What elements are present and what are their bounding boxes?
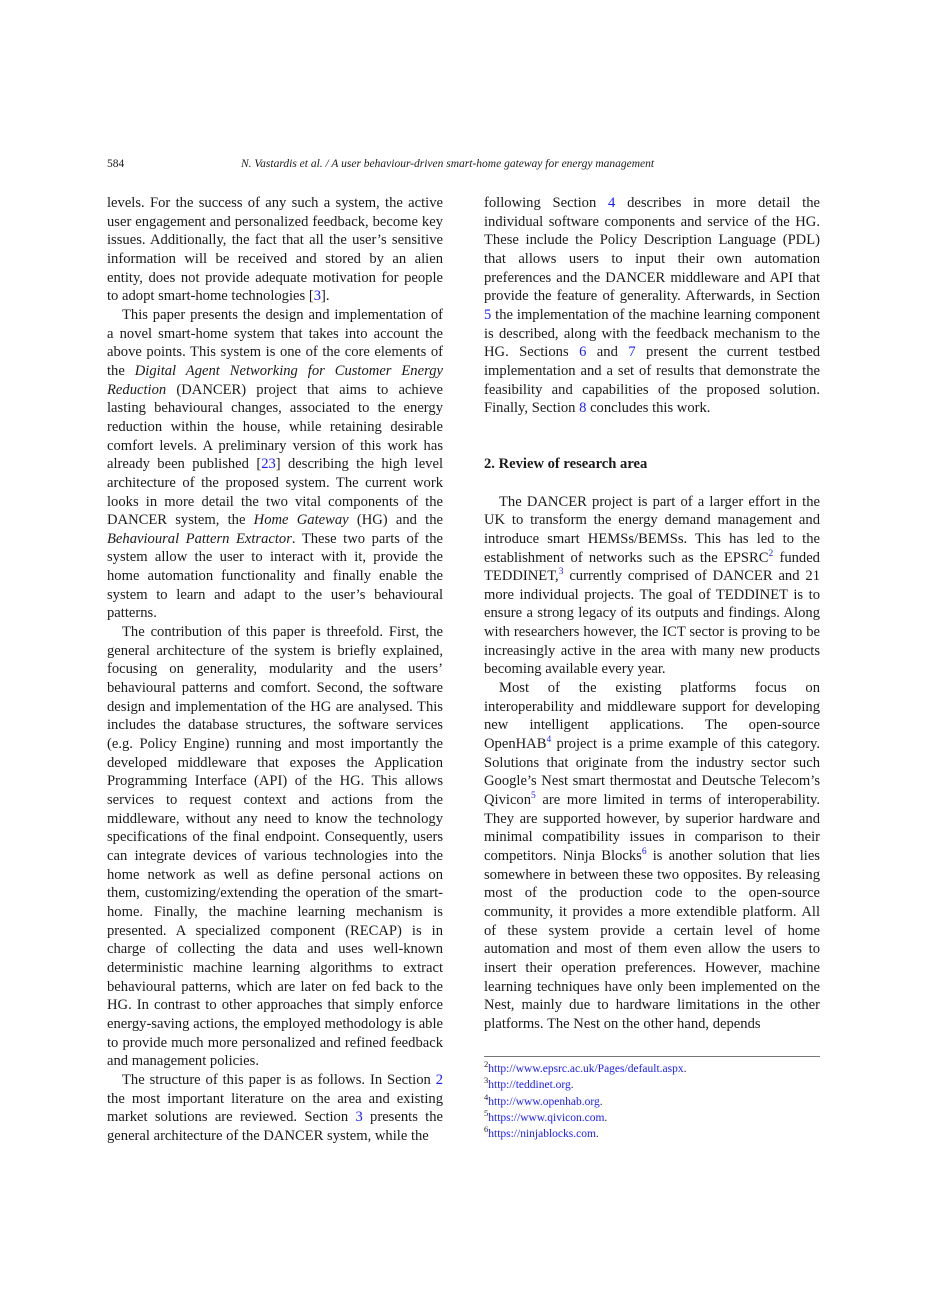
cross-reference-link[interactable]: 23: [261, 456, 276, 473]
cross-reference-link[interactable]: 4: [608, 195, 616, 211]
text-run: the implementation of the machine learning component is described, along with the feedback mechanism to the HG. Sections: [484, 306, 820, 361]
punctuation: .: [599, 1095, 603, 1108]
section-heading: 2. Review of research area: [484, 455, 648, 472]
text-run: presents the general architecture of the DANCER system, while the: [107, 1109, 444, 1144]
punctuation: .: [595, 1128, 599, 1141]
text-run: and: [586, 344, 629, 361]
footnote-url-link[interactable]: http://www.epsrc.ac.uk/Pages/default.aspx: [488, 1063, 684, 1075]
footnote-url-link[interactable]: https://ninjablocks.com: [488, 1128, 596, 1141]
footnotes: [484, 1056, 820, 1142]
paragraph: [107, 1071, 443, 1146]
text-run: Most of the existing platforms focus on interoperability and middleware support for developing new intelligent applications. The open-source OpenHAB: [484, 680, 820, 753]
footnote-number: 2: [484, 1059, 489, 1069]
text-run: The DANCER project is part of a larger effort in the UK to transform the energy demand management and introduce smart HEMSs/BEMSs. This has led to the establishment of networks such as the EPSRC: [484, 493, 820, 566]
text-run: ] describing the high level architecture of the proposed system. The current work looks in more detail the two vital components of the DANCER system, the: [107, 456, 443, 529]
footnote: [484, 1107, 820, 1126]
footnote: [484, 1077, 820, 1093]
footnote: [484, 1126, 820, 1142]
cross-reference-link[interactable]: 3: [313, 288, 321, 305]
text-run: The structure of this paper is as follows. In Section: [122, 1071, 436, 1088]
cross-reference-link[interactable]: 2: [435, 1071, 443, 1088]
italic-term: Home Gateway: [253, 512, 349, 529]
text-run: present the current testbed implementation and a set of results that demonstrate the feasibility and capabilities of the proposed solution. Finally, Section: [484, 344, 820, 417]
punctuation: .: [570, 1079, 574, 1092]
footnote-marker-link[interactable]: 3: [558, 567, 564, 578]
text-run: The contribution of this paper is threefold. First, the general architecture of the system is briefly explained, focusing on generality, modularity and the users’ behavioural patterns and comfort. Second, the software design and implementation of the HG are analysed. This includes the database structures, the software services (e.g. Policy Engine) running and most importantly the developed middleware that exposes the Application Programming Interface (API) of the HG. This allows services to request context and actions from the middleware, without any need to know the technology specifications of the final endpoint. Consequently, users can integrate devices of various technologies into the home network as well as define personal actions on them, customizing/extending the operation of the smart-home. Finally, the machine learning mechanism is presented. A specialized component (RECAP) is in charge of collecting the data and uses well-known deterministic machine learning algorithms to extract behavioural patterns, which are later on fed back to the HG. In contrast to other approaches that simply enforce energy-saving actions, the employed methodology is able to provide much more personalized and refined feedback and management policies.: [107, 624, 443, 1070]
italic-term: Digital Agent Networking for Customer Energy Reduction: [107, 362, 443, 398]
footnote-url-link[interactable]: http://teddinet.org: [488, 1079, 571, 1092]
right-column-section-body: [484, 493, 820, 1034]
text-run: currently comprised of DANCER and 21 more individual projects. The goal of TEDDINET is to ensure a strong legacy of its outputs and findings. Along with researchers however, the ICT sector is proving to be increasingly active in the area with many new products becoming available every year.: [484, 568, 820, 678]
italic-term: Behavioural Pattern Extractor: [107, 530, 292, 547]
cross-reference-link[interactable]: 3: [355, 1109, 363, 1126]
text-run: (HG) and the: [348, 512, 443, 529]
text-run: describes in more detail the individual software components and service of the HG. These include the Policy Description Language (PDL) that allows users to input their own automation preferences and the DANCER middleware and API that provide the feature of generality. Afterwards, in Section: [484, 195, 821, 305]
cross-reference-link[interactable]: 6: [579, 344, 587, 361]
footnote-number: 4: [484, 1091, 489, 1102]
right-column-intro: [484, 194, 820, 418]
paragraph: [107, 194, 443, 306]
footnote-number: 5: [484, 1107, 489, 1118]
footnote-number: 3: [484, 1075, 489, 1086]
footnote-marker-link[interactable]: 2: [768, 548, 774, 559]
text-run: funded TEDDINET,: [484, 549, 820, 585]
paragraph: [484, 493, 820, 680]
cross-reference-link[interactable]: 7: [628, 344, 636, 361]
text-run: This paper presents the design and implementation of a novel smart-home system that takes into account the above points. This system is one of the core elements of the: [107, 306, 443, 379]
text-run: project is a prime example of this category. Solutions that originate from the industry sector such Google’s Nest smart thermostat and Deutsche Telecom’s Qivicon: [484, 736, 820, 809]
paragraph: [107, 623, 443, 1071]
paragraph: [484, 679, 820, 1033]
footnote: [484, 1061, 820, 1077]
text-run: following Section: [484, 195, 609, 211]
footnote-url-link[interactable]: https://www.qivicon.com: [488, 1111, 605, 1124]
paragraph: [107, 306, 443, 623]
text-run: is another solution that lies somewhere in between these two opposites. By releasing most of the production code to the open-source community, it provides a more extendible platform. All of these system provide a certain level of home automation and most of them even allow the users to insert their operation preferences. However, machine learning techniques have only been implemented on the Nest, mainly due to hardware limitations in the other platforms. The Nest on the other hand, depends: [484, 848, 820, 1032]
running-head-title: N. Vastardis et al. / A user behaviour-driven smart-home gateway for energy management: [241, 158, 655, 170]
text-run: the most important literature on the area and existing market solutions are reviewed. Section: [107, 1090, 443, 1126]
text-run: ].: [321, 288, 330, 305]
text-run: (DANCER) project that aims to achieve lasting behavioural changes, associated to the energy reduction within the house, while retaining desirable comfort levels. A preliminary version of this work has already been published [: [107, 381, 443, 473]
footnote-marker-link[interactable]: 5: [531, 791, 536, 802]
punctuation: .: [683, 1063, 687, 1075]
right-column: [484, 194, 820, 1034]
text-run: concludes this work.: [586, 400, 711, 417]
text-run: . These two parts of the system allow the user to interact with it, provide the home automation functionality and finally enable the system to learn and adapt to the user’s behavioural patterns.: [107, 530, 443, 622]
punctuation: .: [604, 1111, 608, 1124]
text-run: are more limited in terms of interoperability. They are supported however, by superior hardware and minimal compatibility issues in comparison to their competitors. Ninja Blocks: [484, 792, 820, 864]
cross-reference-link[interactable]: 5: [484, 306, 492, 323]
footnote-url-link[interactable]: http://www.openhab.org: [488, 1095, 600, 1108]
footnote-number: 6: [484, 1124, 489, 1135]
cross-reference-link[interactable]: 8: [579, 400, 587, 417]
text-run: levels. For the success of any such a system, the active user engagement and personalized feedback, become key issues. Additionally, the fact that all the user’s sensitive information will be received and stored by an alien entity, does not provide adequate motivation for people to adopt smart-home technologies [: [107, 195, 443, 305]
footnote: [484, 1091, 820, 1110]
footnote-marker-link[interactable]: 4: [546, 735, 552, 746]
paragraph: [484, 194, 820, 418]
left-column: [107, 194, 443, 1145]
footnote-marker-link[interactable]: 6: [641, 847, 647, 857]
page-number: 584: [107, 158, 125, 170]
